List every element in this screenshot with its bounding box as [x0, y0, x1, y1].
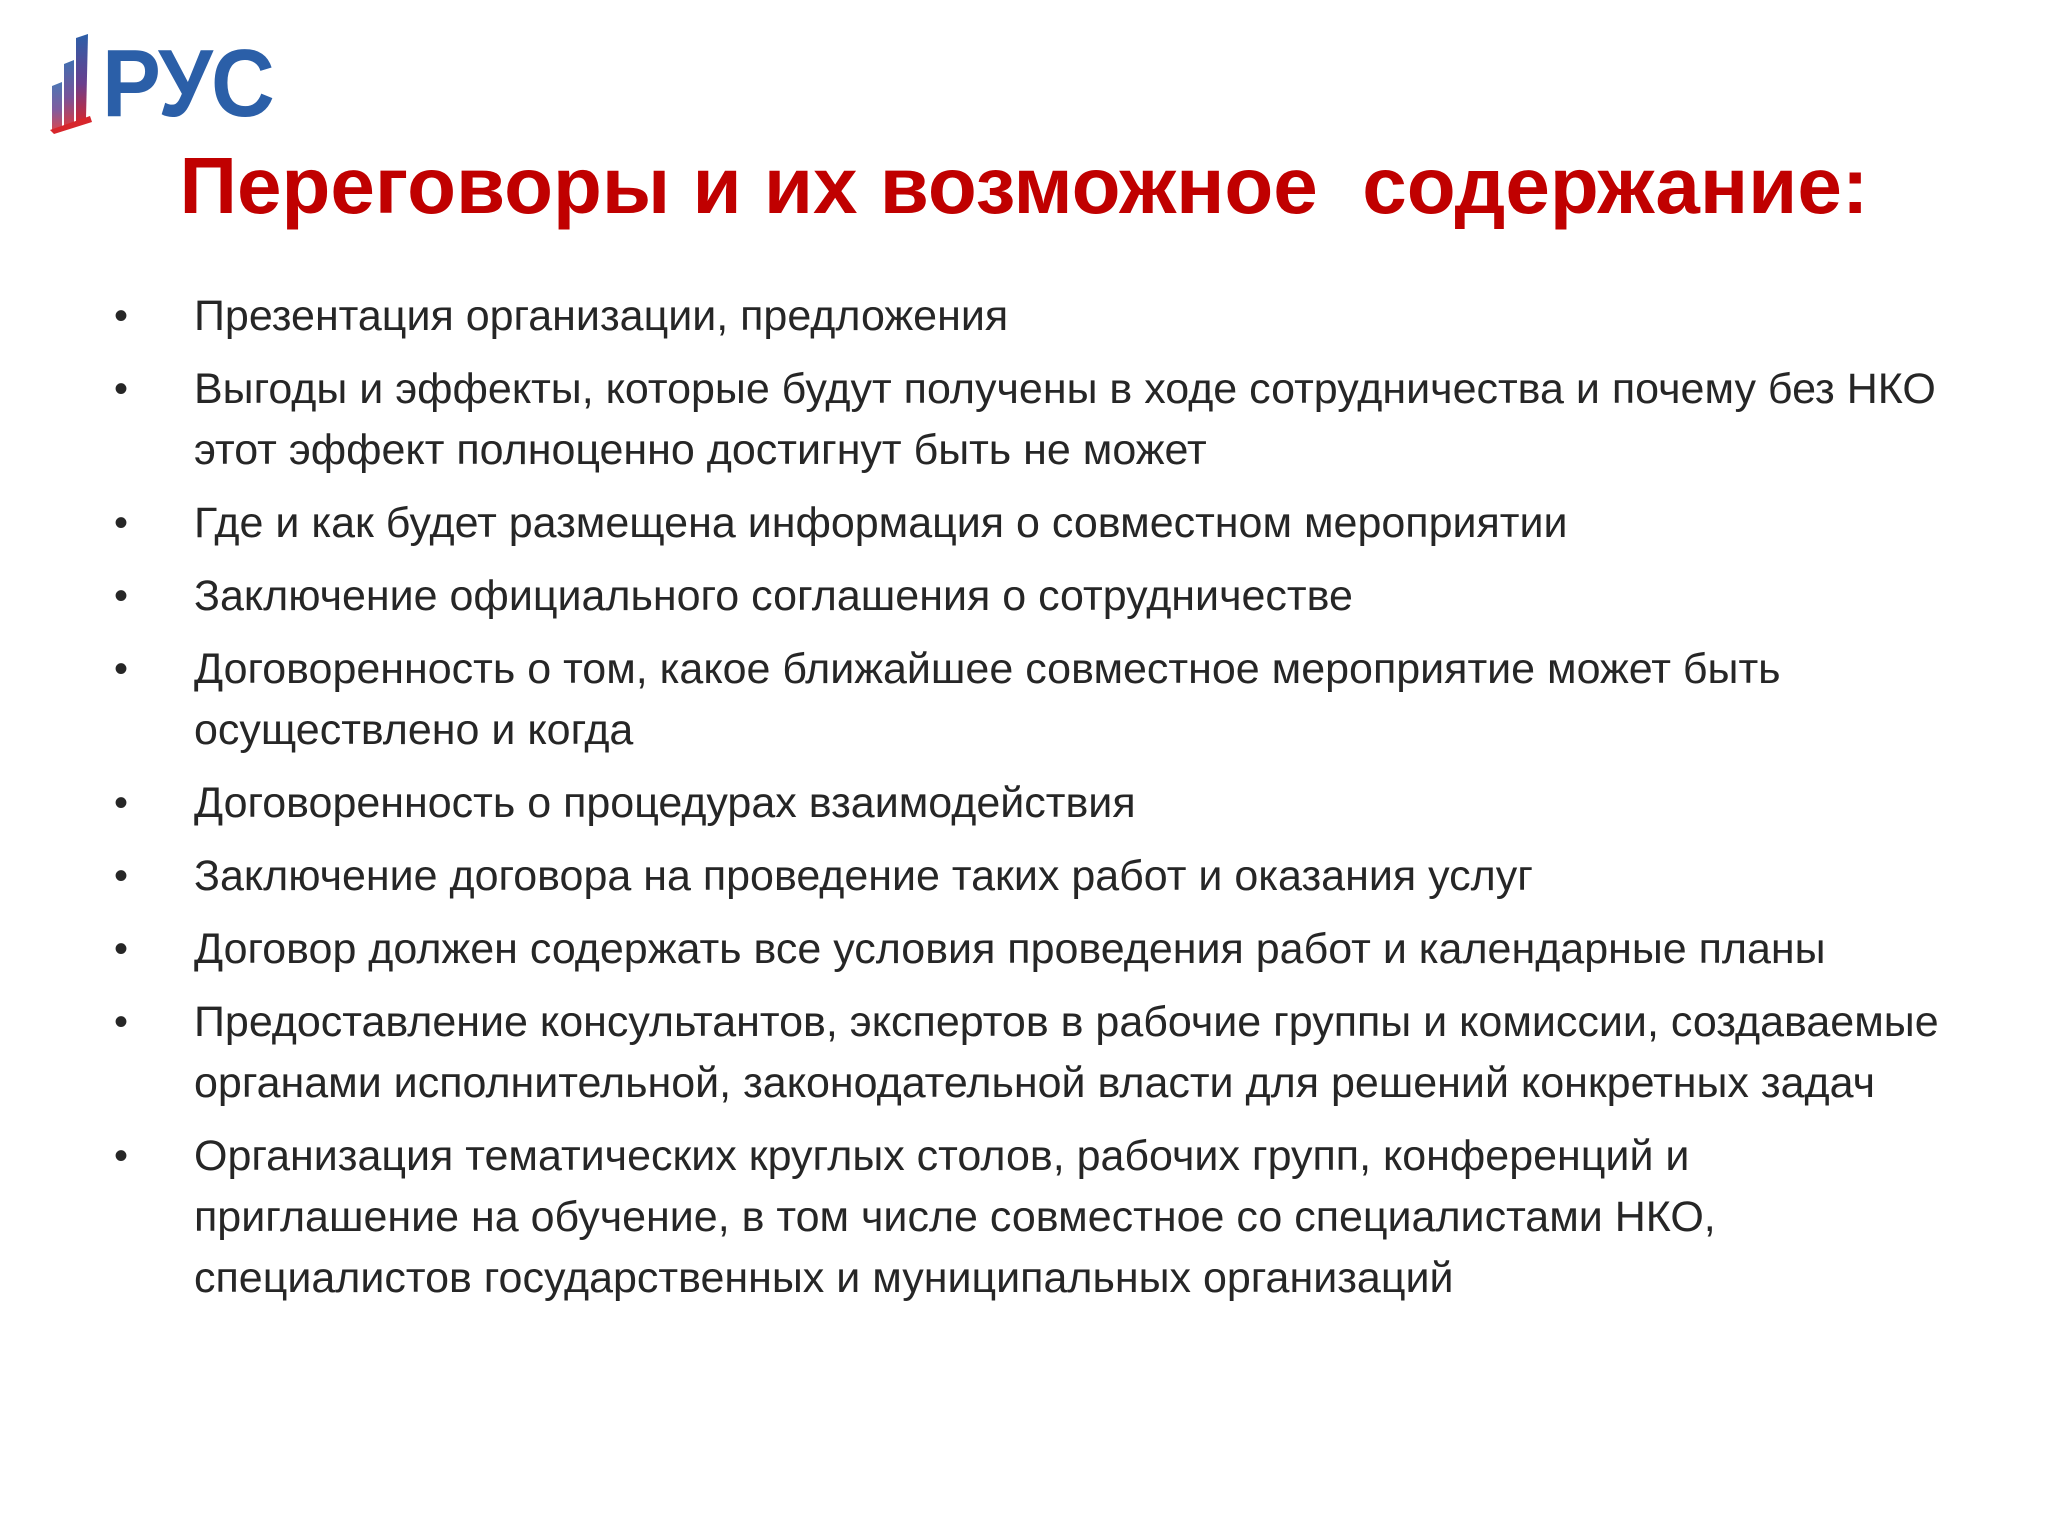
bullet-icon: • [114, 854, 129, 898]
bullet-icon: • [114, 647, 129, 691]
list-item-text: Договоренность о процедурах взаимодействия [194, 779, 1136, 827]
list-item-text: Презентация организации, предложения [194, 292, 1009, 340]
content-list [110, 286, 1950, 1321]
list-item-text: Договор должен содержать все условия проведения работ и календарные планы [194, 925, 1826, 973]
list-item-text: Где и как будет размещена информация о совместном мероприятии [194, 499, 1568, 547]
list-item [110, 359, 1950, 481]
list-item-text: Организация тематических круглых столов, рабочих групп, конференций и приглашение на обучение, в том числе совместное со специалистами НКО, специалистов государственных и муниципальных организаций [194, 1132, 1716, 1302]
list-item-text: Предоставление консультантов, экспертов в рабочие группы и комиссии, создаваемые органами исполнительной, законодательной власти для решений конкретных задач [194, 998, 1939, 1107]
list-item-text: Заключение договора на проведение таких работ и оказания услуг [194, 852, 1533, 900]
list-item [110, 773, 1950, 834]
list-item-text: Выгоды и эффекты, которые будут получены в ходе сотрудничества и почему без НКО этот эффект полноценно достигнут быть не может [194, 365, 1936, 474]
logo [46, 30, 286, 138]
bullet-icon: • [114, 367, 129, 411]
bullet-icon: • [114, 574, 129, 618]
bullet-icon: • [114, 501, 129, 545]
list-item [110, 286, 1950, 347]
list-item [110, 992, 1950, 1114]
list-item [110, 846, 1950, 907]
bullet-icon: • [114, 781, 129, 825]
list-item [110, 639, 1950, 761]
bullet-icon: • [114, 1134, 129, 1178]
bullet-icon: • [114, 927, 129, 971]
list-item [110, 919, 1950, 980]
bullet-icon: • [114, 1000, 129, 1044]
list-item [110, 566, 1950, 627]
list-item [110, 493, 1950, 554]
list-item-text: Договоренность о том, какое ближайшее совместное мероприятие может быть осуществлено и когда [194, 645, 1781, 754]
logo-mark-icon [46, 34, 100, 134]
slide-title: Переговоры и их возможное содержание: [179, 141, 1869, 230]
list-item [110, 1126, 1950, 1309]
bullet-icon: • [114, 294, 129, 338]
list-item-text: Заключение официального соглашения о сотрудничестве [194, 572, 1353, 620]
logo-text: РУС [102, 30, 273, 137]
